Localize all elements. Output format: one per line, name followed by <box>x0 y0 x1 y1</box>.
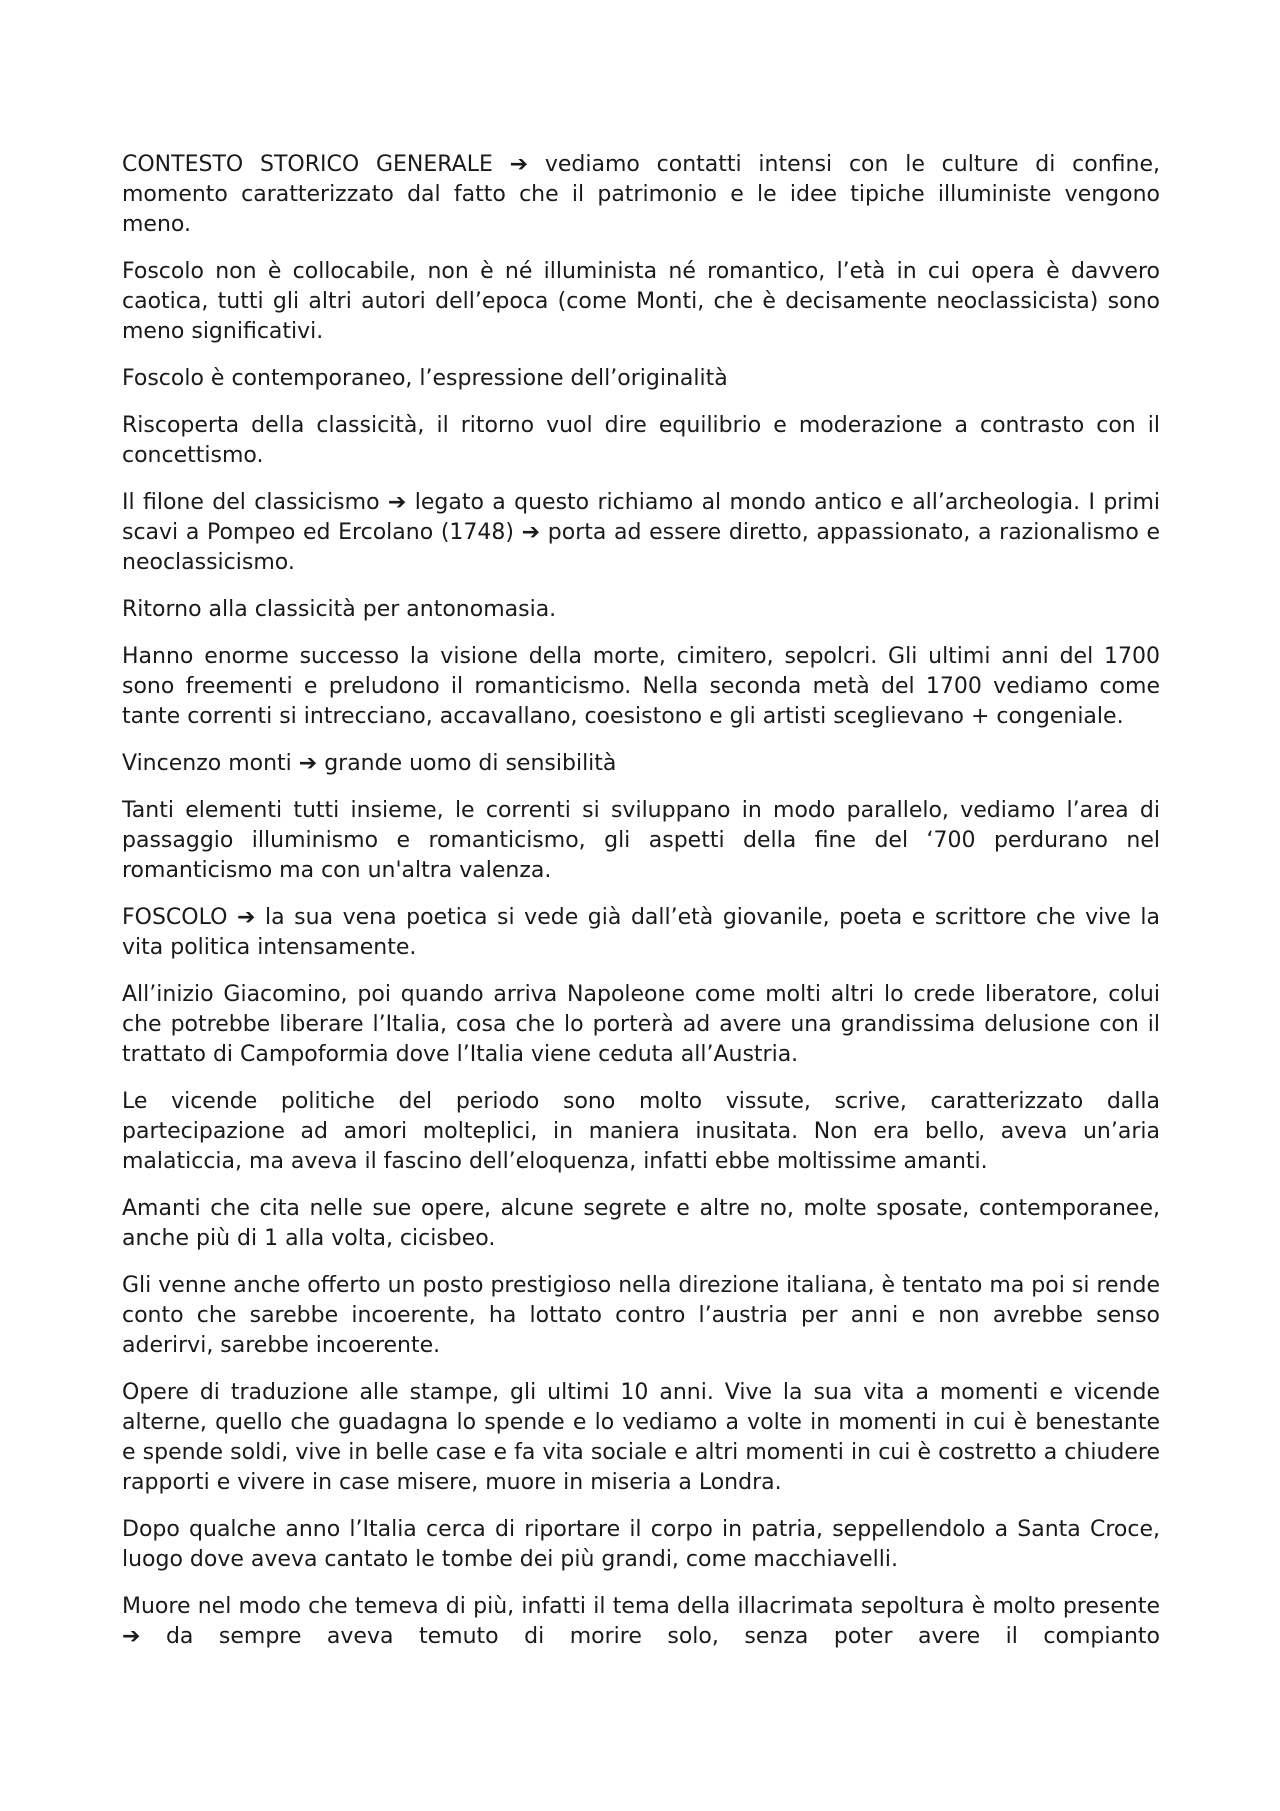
paragraph-santa-croce: Dopo qualche anno l’Italia cerca di riportare il corpo in patria, seppellendolo a Santa Croce, luogo dove aveva cantato le tombe dei più grandi, come macchiavelli. <box>122 1517 1160 1572</box>
paragraph-foscolo-non-collocabile: Foscolo non è collocabile, non è né illuminista né romantico, l’età in cui opera è davvero caotica, tutti gli altri autori dell’epoca (come Monti, che è decisamente neoclassicista) sono meno significativi. <box>122 259 1160 344</box>
paragraph-napoleone: All’inizio Giacomino, poi quando arriva Napoleone come molti altri lo crede liberatore, colui che potrebbe liberare l’Italia, cosa che lo porterà ad avere una grandissima delusione con il trattato di Campoformia dove l’Italia viene ceduta all’Austria. <box>122 982 1160 1067</box>
paragraph-tanti-elementi: Tanti elementi tutti insieme, le correnti si sviluppano in modo parallelo, vediamo l’area di passaggio illuminismo e romanticismo, gli aspetti della fine del ‘700 perdurano nel romanticismo ma con un'altra valenza. <box>122 798 1160 883</box>
paragraph-illacrimata-sepoltura: Muore nel modo che temeva di più, infatti il tema della illacrimata sepoltura è molto presente ➔ da sempre aveva temuto di morire solo, senza poter avere il compianto <box>122 1594 1160 1649</box>
paragraph-ritorno-classicita: Ritorno alla classicità per antonomasia. <box>122 597 557 622</box>
paragraph-visione-morte: Hanno enorme successo la visione della morte, cimitero, sepolcri. Gli ultimi anni del 1700 sono freementi e preludono il romanticismo. Nella seconda metà del 1700 vediamo come tante correnti si intrecciano, accavallano, coesistono e gli artisti sceglievano + congeniale. <box>122 644 1160 729</box>
paragraph-posto-prestigioso: Gli venne anche offerto un posto prestigioso nella direzione italiana, è tentato ma poi si rende conto che sarebbe incoerente, ha lottato contro l’austria per anni e non avrebbe senso aderirvi, sarebbe incoerente. <box>122 1273 1160 1358</box>
paragraph-vicende-politiche: Le vicende politiche del periodo sono molto vissute, scrive, caratterizzato dalla partecipazione ad amori molteplici, in maniera inusitata. Non era bello, aveva un’aria malaticcia, ma aveva il fascino dell’eloquenza, infatti ebbe moltissime amanti. <box>122 1089 1160 1174</box>
paragraph-contesto-storico: CONTESTO STORICO GENERALE ➔ vediamo contatti intensi con le culture di confine, momento caratterizzato dal fatto che il patrimonio e le idee tipiche illuministe vengono meno. <box>122 152 1160 237</box>
paragraph-amanti: Amanti che cita nelle sue opere, alcune segrete e altre no, molte sposate, contemporanee, anche più di 1 alla volta, cicisbeo. <box>122 1196 1160 1251</box>
paragraph-filone-classicismo: Il filone del classicismo ➔ legato a questo richiamo al mondo antico e all’archeologia. I primi scavi a Pompeo ed Ercolano (1748) ➔ porta ad essere diretto, appassionato, a razionalismo e neoclassicismo. <box>122 490 1160 575</box>
paragraph-foscolo-vena-poetica: FOSCOLO ➔ la sua vena poetica si vede già dall’età giovanile, poeta e scrittore che vive la vita politica intensamente. <box>122 905 1160 960</box>
document-body <box>122 150 1160 1652</box>
paragraph-opere-traduzione: Opere di traduzione alle stampe, gli ultimi 10 anni. Vive la sua vita a momenti e vicende alterne, quello che guadagna lo spende e lo vediamo a volte in momenti in cui è benestante e spende soldi, vive in belle case e fa vita sociale e altri momenti in cui è costretto a chiudere rapporti e vivere in case misere, muore in miseria a Londra. <box>122 1380 1160 1495</box>
paragraph-vincenzo-monti: Vincenzo monti ➔ grande uomo di sensibilità <box>122 751 617 776</box>
paragraph-foscolo-contemporaneo: Foscolo è contemporaneo, l’espressione dell’originalità <box>122 366 728 391</box>
paragraph-riscoperta-classicita: Riscoperta della classicità, il ritorno vuol dire equilibrio e moderazione a contrasto con il concettismo. <box>122 413 1160 468</box>
